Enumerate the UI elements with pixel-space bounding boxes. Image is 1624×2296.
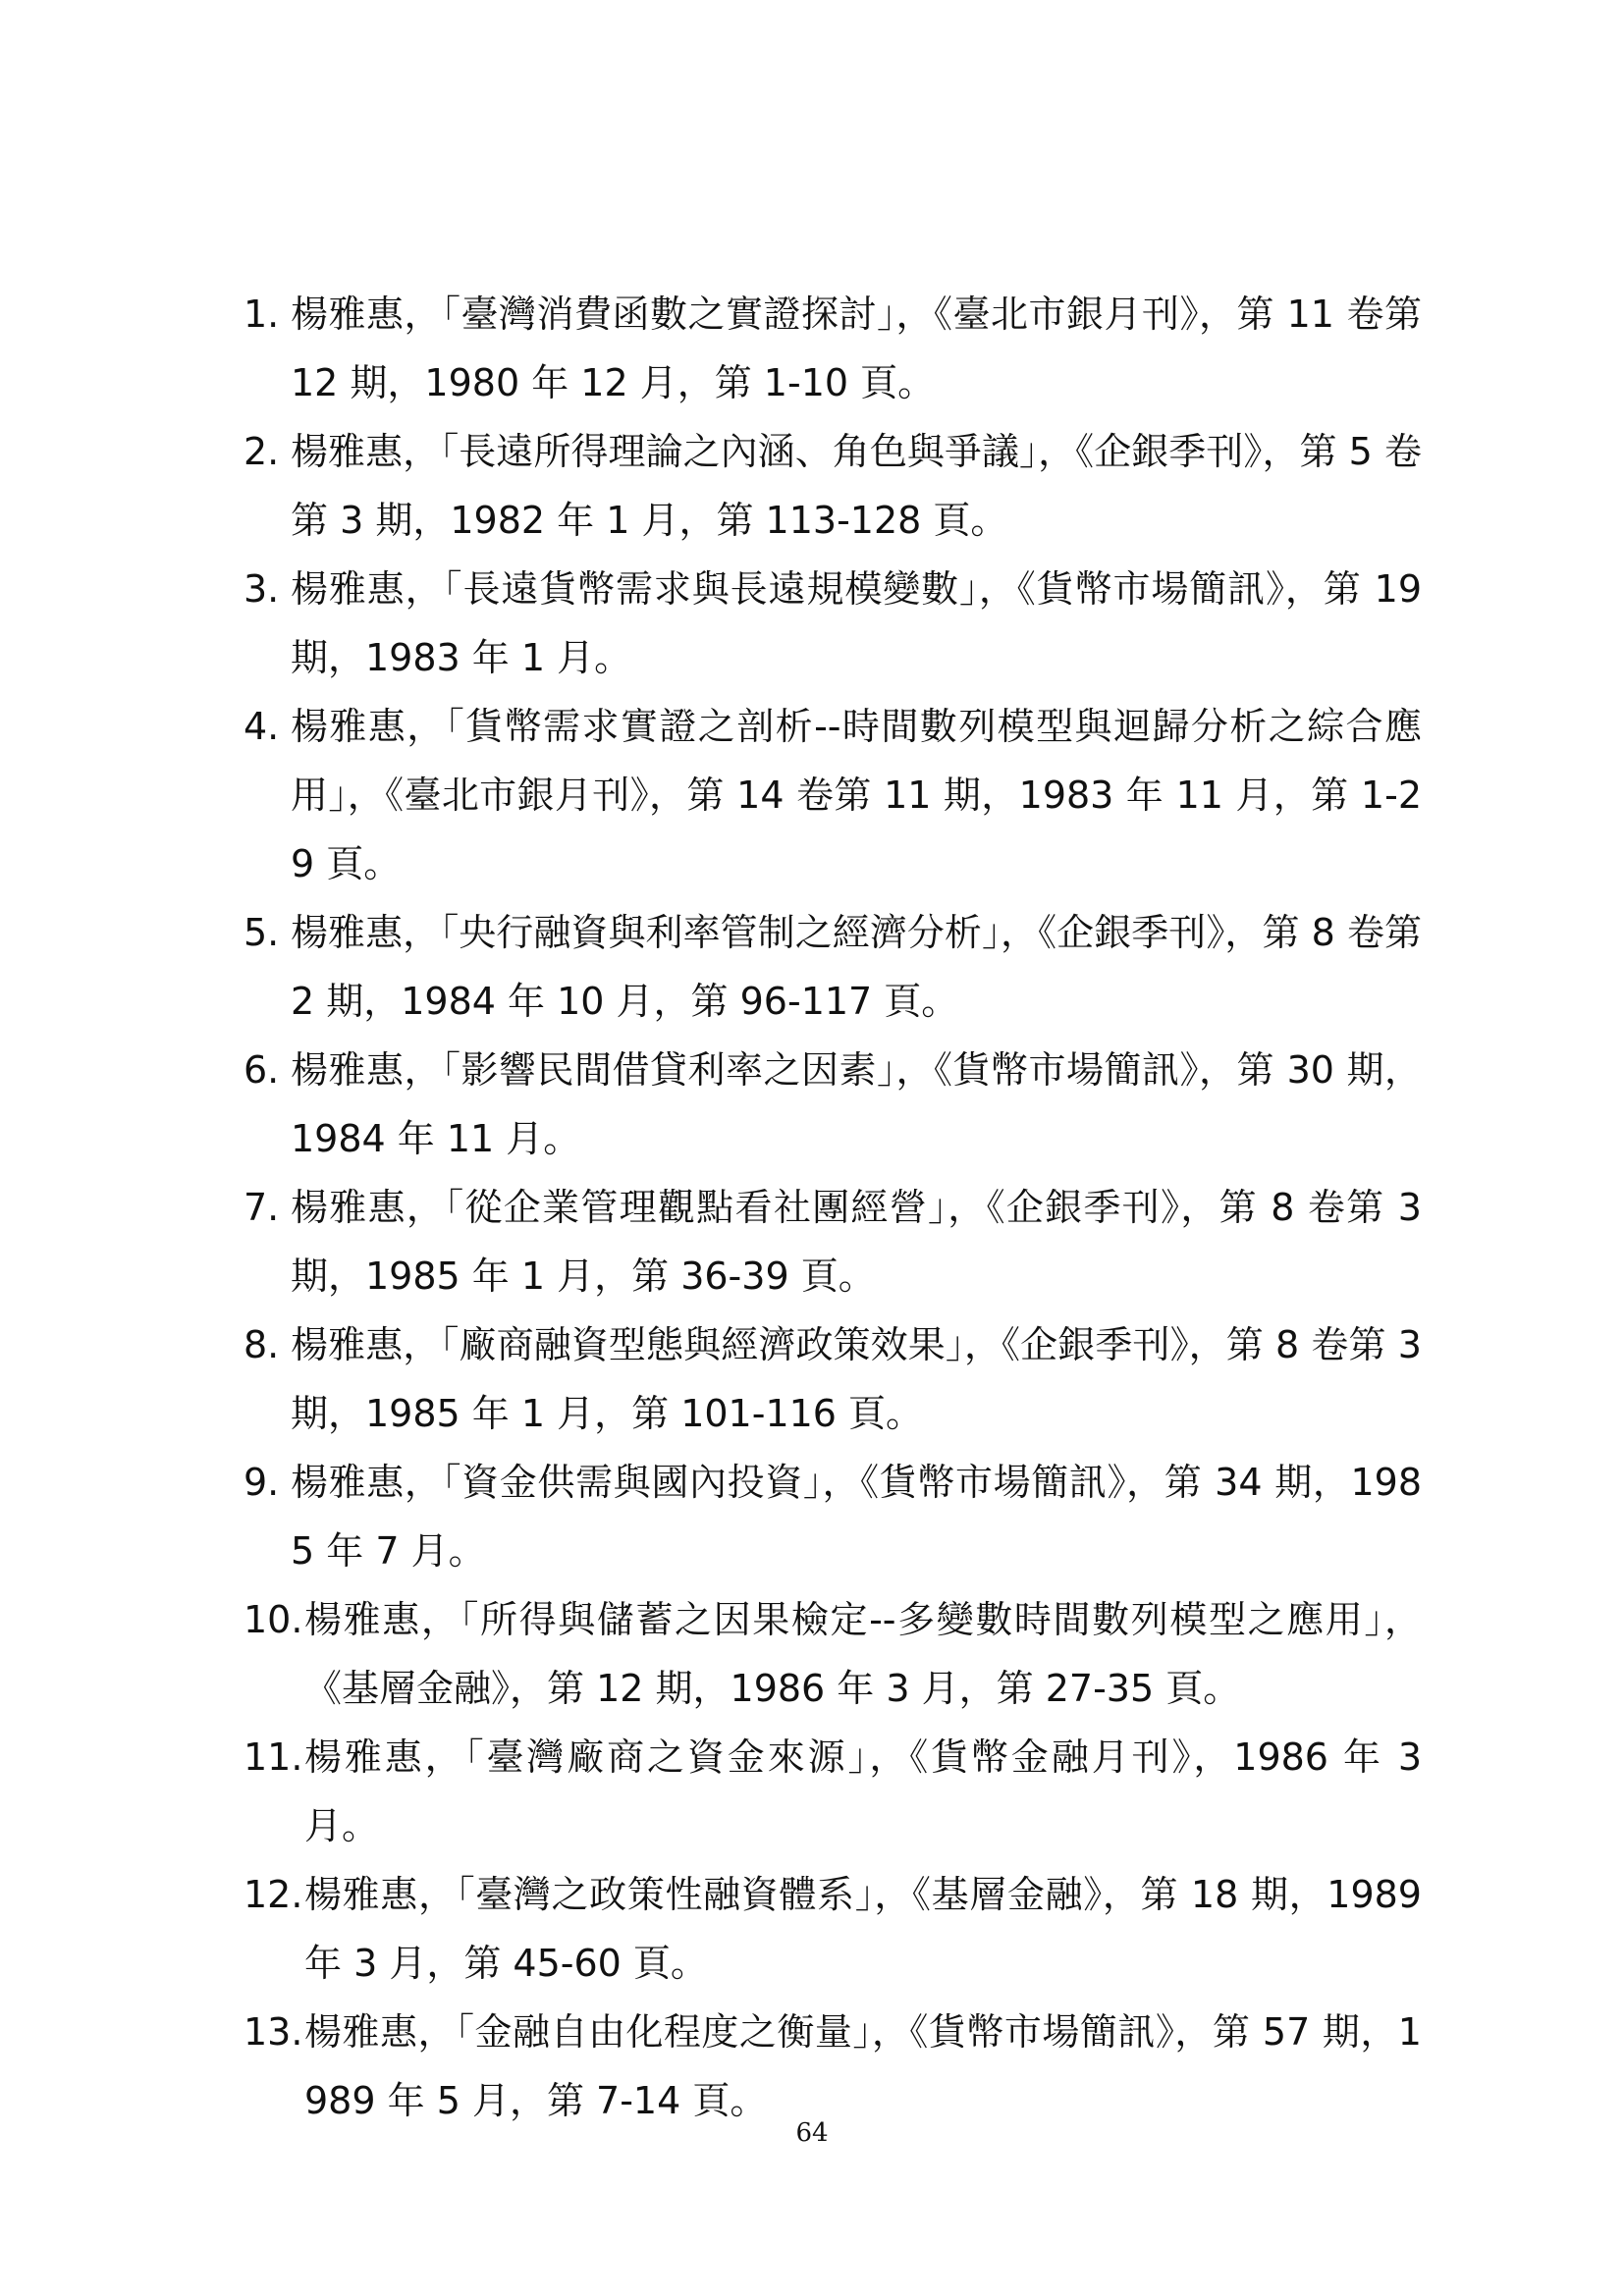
- reference-item: [244, 1310, 1422, 1448]
- reference-text: 楊雅惠，「臺灣廠商之資金來源」，《貨幣金融月刊》，1986 年 3 月。: [304, 1735, 1422, 1847]
- reference-number: 1.: [244, 293, 280, 336]
- reference-item: [244, 1585, 1422, 1723]
- reference-item: [244, 1448, 1422, 1585]
- page-number: 64: [795, 2118, 829, 2148]
- reference-number: 2.: [244, 430, 280, 473]
- reference-item: [244, 1860, 1422, 1998]
- reference-number: 9.: [244, 1461, 280, 1504]
- reference-number: 7.: [244, 1186, 280, 1229]
- reference-text: 楊雅惠，「所得與儲蓄之因果檢定--多變數時間數列模型之應用」，《基層金融》，第 12 期，1986 年 3 月，第 27-35 頁。: [304, 1598, 1422, 1710]
- reference-text: 楊雅惠，「影響民間借貸利率之因素」，《貨幣市場簡訊》，第 30 期，1984 年 11 月。: [291, 1048, 1422, 1160]
- reference-item: [244, 280, 1422, 417]
- reference-text: 楊雅惠，「貨幣需求實證之剖析--時間數列模型與迴歸分析之綜合應用」，《臺北市銀月刊》，第 14 卷第 11 期，1983 年 11 月，第 1-29 頁。: [291, 705, 1422, 885]
- reference-text: 楊雅惠，「長遠所得理論之內涵、角色與爭議」，《企銀季刊》，第 5 卷第 3 期，1982 年 1 月，第 113-128 頁。: [291, 430, 1422, 542]
- reference-item: [244, 692, 1422, 898]
- reference-text: 楊雅惠，「臺灣消費函數之實證探討」，《臺北市銀月刊》，第 11 卷第 12 期，1980 年 12 月，第 1-10 頁。: [291, 293, 1422, 404]
- reference-item: [244, 1723, 1422, 1860]
- reference-text: 楊雅惠，「金融自由化程度之衡量」，《貨幣市場簡訊》，第 57 期，1989 年 5 月，第 7-14 頁。: [304, 2010, 1422, 2122]
- reference-number: 3.: [244, 567, 280, 611]
- reference-text: 楊雅惠，「從企業管理觀點看社團經營」，《企銀季刊》，第 8 卷第 3 期，1985 年 1 月，第 36-39 頁。: [291, 1186, 1422, 1298]
- reference-number: 4.: [244, 705, 280, 748]
- reference-number: 5.: [244, 911, 280, 954]
- reference-number: 6.: [244, 1048, 280, 1092]
- reference-text: 楊雅惠，「廠商融資型態與經濟政策效果」，《企銀季刊》，第 8 卷第 3 期，1985 年 1 月，第 101-116 頁。: [291, 1323, 1422, 1435]
- reference-item: [244, 1998, 1422, 2135]
- reference-number: 12.: [244, 1873, 303, 1916]
- reference-number: 10.: [244, 1598, 303, 1641]
- reference-number: 11.: [244, 1735, 303, 1779]
- reference-text: 楊雅惠，「央行融資與利率管制之經濟分析」，《企銀季刊》，第 8 卷第 2 期，1984 年 10 月，第 96-117 頁。: [291, 911, 1422, 1023]
- reference-number: 8.: [244, 1323, 280, 1366]
- reference-item: [244, 898, 1422, 1036]
- reference-text: 楊雅惠，「長遠貨幣需求與長遠規模變數」，《貨幣市場簡訊》，第 19 期，1983 年 1 月。: [291, 567, 1422, 679]
- reference-item: [244, 1036, 1422, 1173]
- reference-list: [244, 280, 1422, 2135]
- reference-text: 楊雅惠，「資金供需與國內投資」，《貨幣市場簡訊》，第 34 期，1985 年 7 月。: [291, 1461, 1422, 1573]
- reference-text: 楊雅惠，「臺灣之政策性融資體系」，《基層金融》，第 18 期，1989 年 3 月，第 45-60 頁。: [304, 1873, 1422, 1985]
- reference-number: 13.: [244, 2010, 303, 2054]
- reference-item: [244, 417, 1422, 555]
- reference-item: [244, 1173, 1422, 1310]
- reference-item: [244, 555, 1422, 692]
